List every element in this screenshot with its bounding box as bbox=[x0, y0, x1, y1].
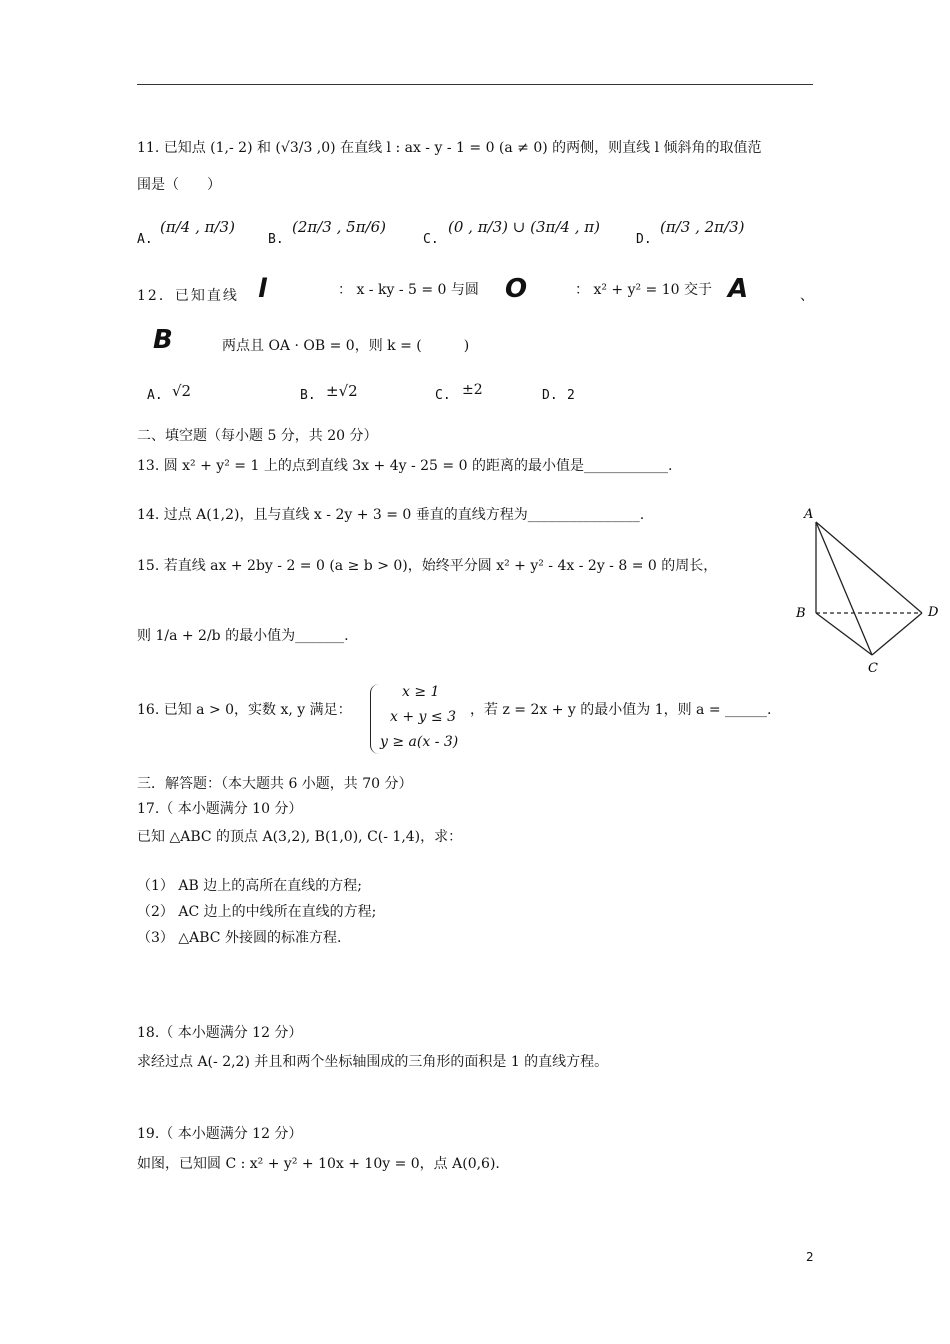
q11-option-b-label: B. bbox=[268, 232, 284, 247]
q17-head: 17.（ 本小题满分 10 分） bbox=[137, 801, 303, 817]
q16-constraint-2: x + y ≤ 3 bbox=[390, 709, 456, 725]
q16-constraint-1: x ≥ 1 bbox=[402, 684, 440, 700]
q12-separator: 、 bbox=[800, 288, 814, 304]
q11-option-a-value: (π/4 , π/3) bbox=[160, 218, 235, 236]
q12-eq1: ： x - ky - 5 = 0 与圆 bbox=[338, 282, 479, 298]
q11-option-a-label: A. bbox=[137, 232, 153, 247]
q14: 14. 过点 A(1,2)，且与直线 x - 2y + 3 = 0 垂直的直线方程为________________. bbox=[137, 507, 645, 523]
q11-option-b-value: (2π/3 , 5π/6) bbox=[292, 218, 387, 236]
q12-eq2: ： x² + y² = 10 交于 bbox=[575, 282, 713, 298]
q11-option-c-label: C. bbox=[423, 232, 439, 247]
q11-option-c-value: (0 , π/3) ∪ (3π/4 , π) bbox=[448, 218, 600, 236]
q13: 13. 圆 x² + y² = 1 上的点到直线 3x + 4y - 25 = 0 的距离的最小值是____________. bbox=[137, 458, 673, 474]
q17-item-2: （2） AC 边上的中线所在直线的方程; bbox=[137, 904, 377, 920]
q12-option-c-value: ±2 bbox=[462, 382, 483, 398]
q17-stem: 已知 △ABC 的顶点 A(3,2), B(1,0), C(- 1,4)，求： bbox=[137, 829, 463, 845]
q17-item-3: （3） △ABC 外接圆的标准方程. bbox=[137, 930, 342, 946]
q11-option-d-value: (π/3 , 2π/3) bbox=[660, 218, 745, 236]
q11-option-d-label: D. bbox=[636, 232, 652, 247]
q12-point-a-glyph: A bbox=[728, 274, 748, 304]
q12-circle-o-glyph: O bbox=[505, 274, 527, 304]
q11-line1: 11. 已知点 (1,- 2) 和 (√3/3 ,0) 在直线 l : ax - y - 1 = 0 (a ≠ 0) 的两侧，则直线 l 倾斜角的取值范 bbox=[137, 140, 762, 156]
q12-option-d-value: 2 bbox=[567, 388, 575, 403]
q19-stem: 如图，已知圆 C : x² + y² + 10x + 10y = 0，点 A(0,6). bbox=[137, 1156, 500, 1172]
q12-option-a-label: A. bbox=[147, 388, 163, 403]
q12-condition: 两点且 OA · OB = 0，则 k = ( ) bbox=[222, 338, 470, 354]
vertex-b-label: B bbox=[796, 606, 806, 621]
section-solutions-title: 三．解答题：（本大题共 6 小题，共 70 分） bbox=[137, 776, 413, 792]
q12-option-b-value: ±√2 bbox=[326, 382, 358, 400]
q15-line2: 则 1/a + 2/b 的最小值为_______. bbox=[137, 628, 349, 644]
q12-prefix: 12．已知直线 bbox=[137, 288, 239, 304]
q12-point-b-glyph: B bbox=[153, 325, 172, 355]
vertex-a-label: A bbox=[804, 507, 814, 522]
q11-line2: 围是（ ） bbox=[137, 177, 221, 193]
q15-line1: 15. 若直线 ax + 2by - 2 = 0 (a ≥ b > 0)，始终平分圆 x² + y² - 4x - 2y - 8 = 0 的周长， bbox=[137, 558, 718, 574]
q16-constraint-3: y ≥ a(x - 3) bbox=[380, 734, 459, 750]
edge-cd bbox=[872, 613, 922, 655]
q12-option-c-label: C. bbox=[435, 388, 451, 403]
section-fill-in-title: 二、填空题（每小题 5 分，共 20 分） bbox=[137, 428, 378, 444]
vertex-d-label: D bbox=[928, 605, 939, 620]
header-rule bbox=[137, 84, 813, 85]
page-number: 2 bbox=[806, 1250, 814, 1264]
vertex-c-label: C bbox=[868, 661, 878, 676]
q12-option-a-value: √2 bbox=[172, 382, 192, 400]
q16-prefix: 16. 已知 a > 0，实数 x, y 满足： bbox=[137, 702, 352, 718]
q16-suffix: ，若 z = 2x + y 的最小值为 1，则 a = ______. bbox=[470, 702, 772, 718]
q19-head: 19.（ 本小题满分 12 分） bbox=[137, 1126, 303, 1142]
edge-ac bbox=[816, 522, 872, 655]
q12-line-l-glyph: l bbox=[258, 274, 266, 304]
q18-stem: 求经过点 A(- 2,2) 并且和两个坐标轴围成的三角形的面积是 1 的直线方程。 bbox=[137, 1054, 609, 1070]
q16-system-brace bbox=[370, 684, 379, 754]
q12-option-b-label: B. bbox=[300, 388, 316, 403]
q18-head: 18.（ 本小题满分 12 分） bbox=[137, 1025, 303, 1041]
q12-option-d-label: D. bbox=[542, 388, 558, 403]
edge-ad bbox=[816, 522, 922, 613]
tetrahedron-figure bbox=[790, 500, 945, 680]
q17-item-1: （1） AB 边上的高所在直线的方程; bbox=[137, 878, 362, 894]
